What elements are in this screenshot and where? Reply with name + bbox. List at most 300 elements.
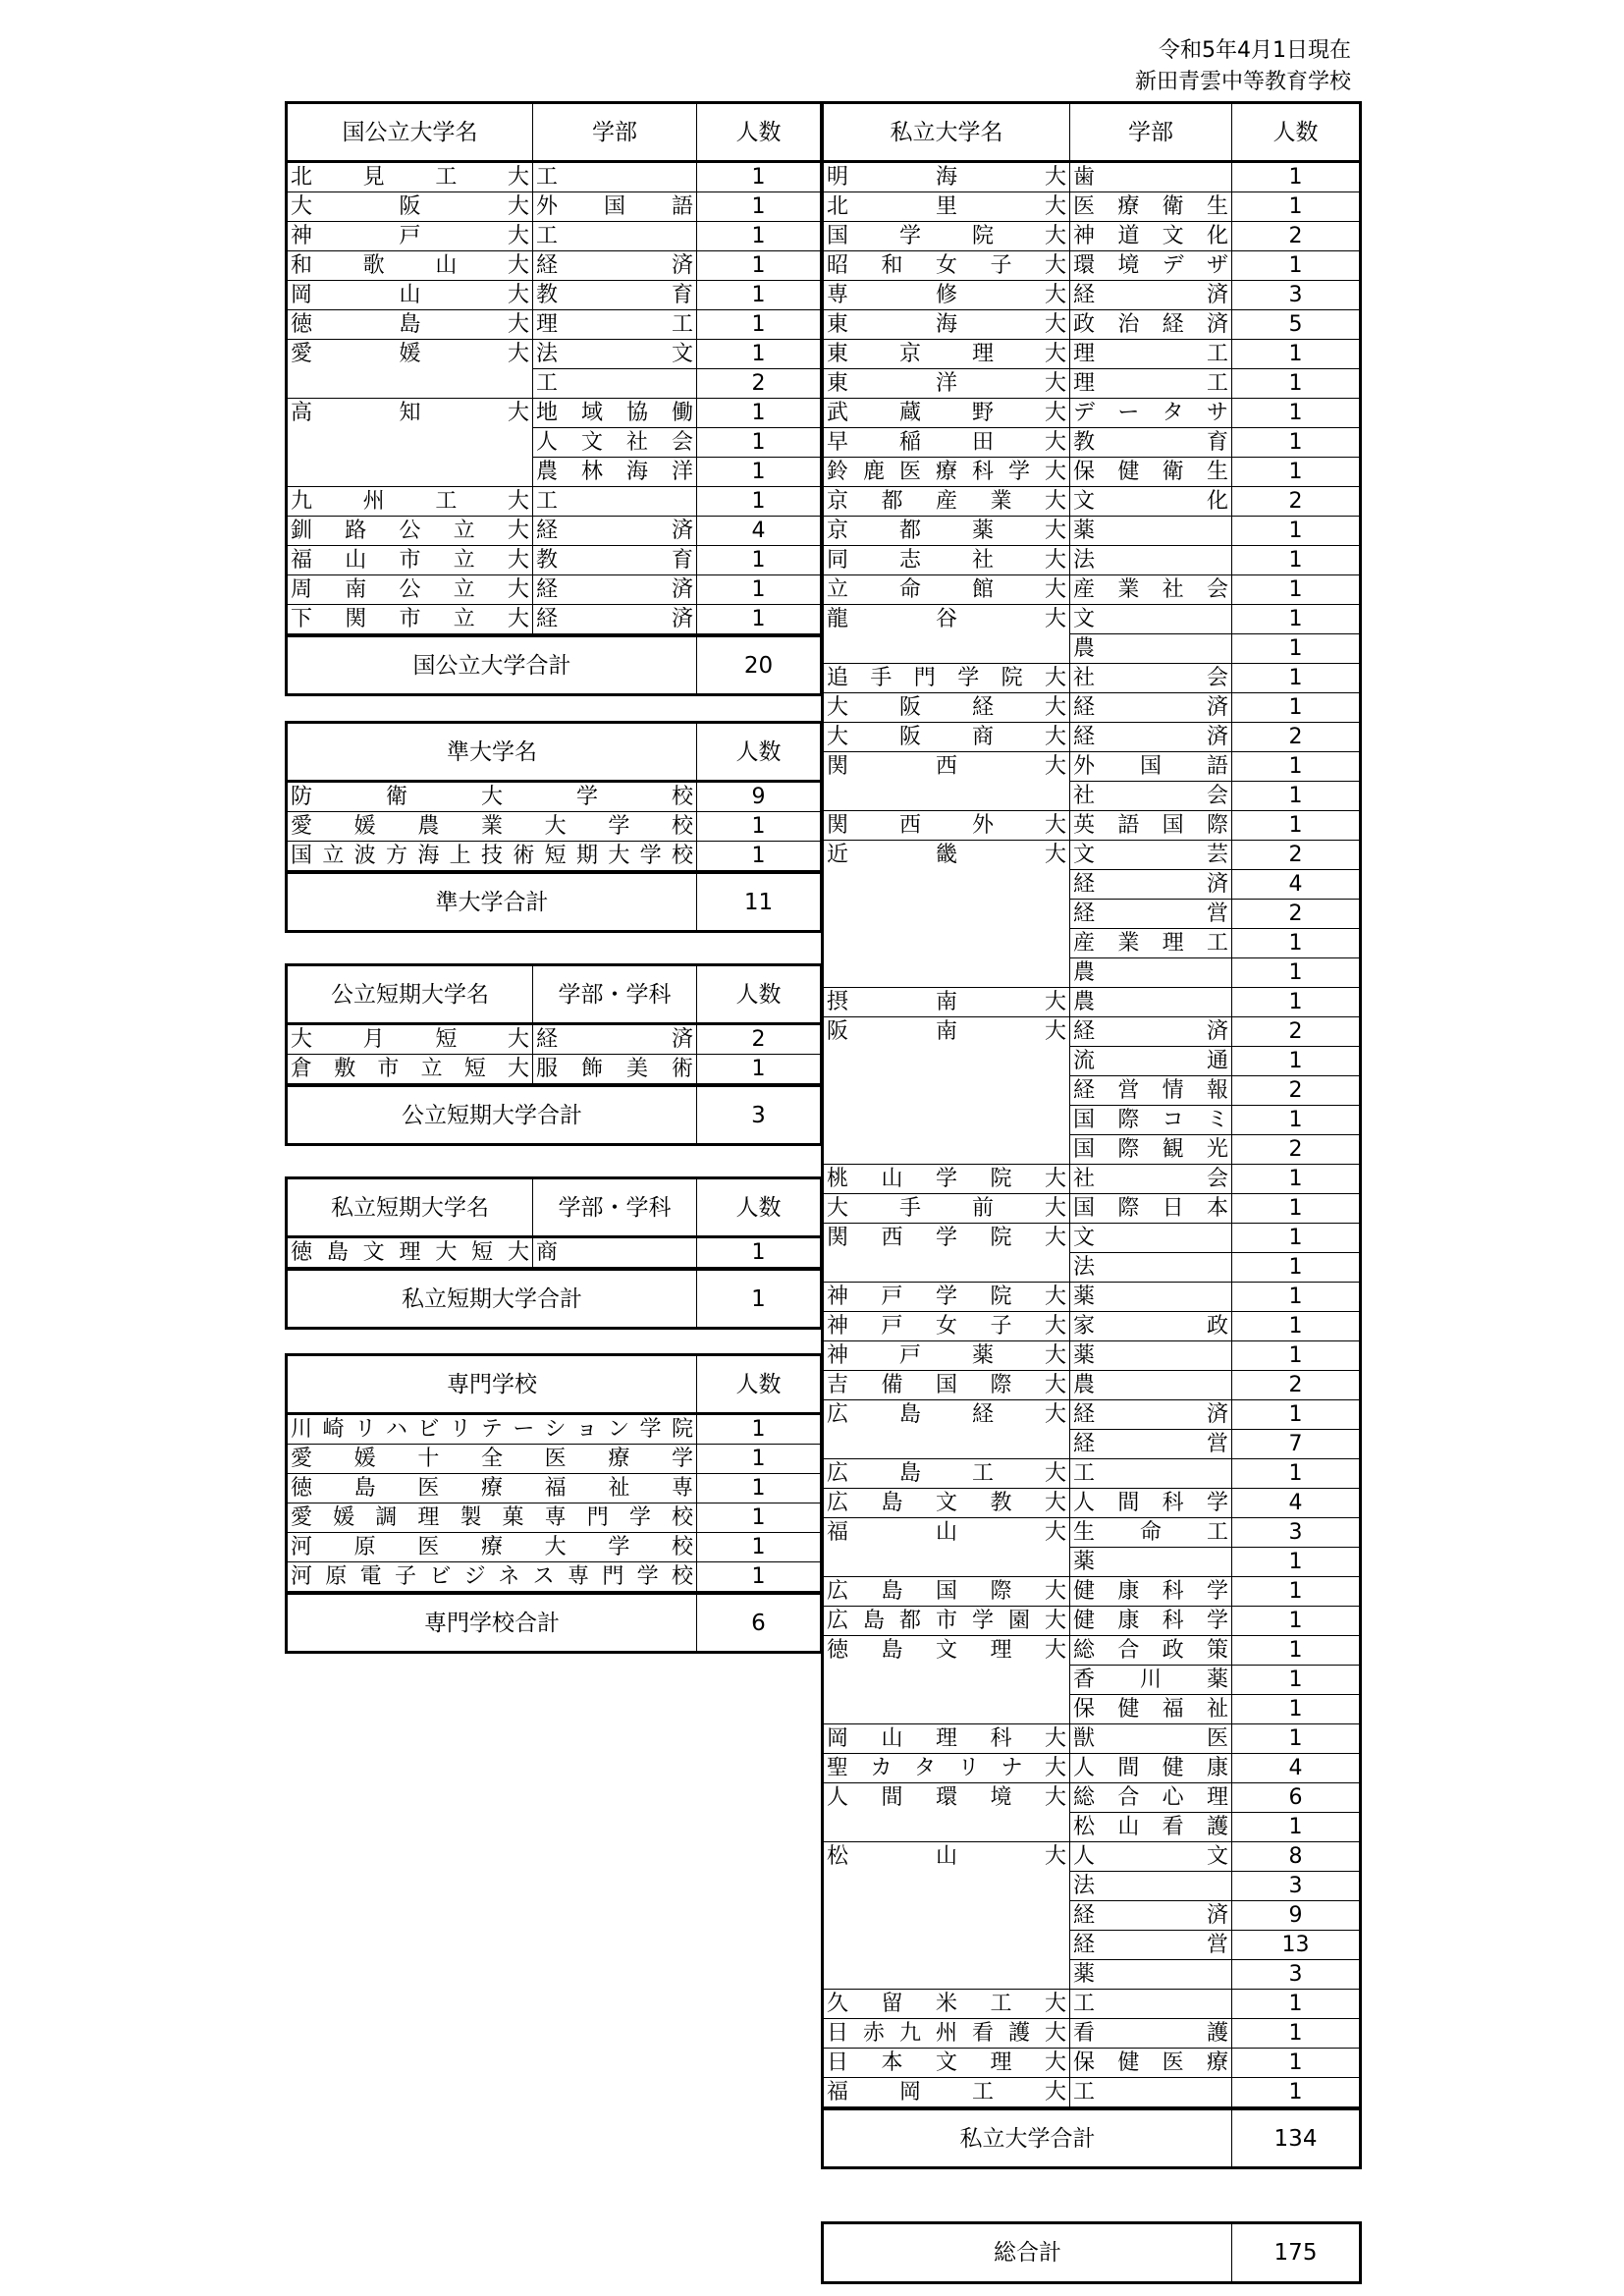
header-school: 新田青雲中等教育学校 <box>1134 70 1351 94</box>
count-cell: 8 <box>1231 1842 1359 1872</box>
count-cell: 1 <box>1231 1165 1359 1194</box>
school-name-cell: 河原電子ビジネス専門学校 <box>288 1562 696 1592</box>
count-cell: 9 <box>696 783 820 812</box>
count-cell: 2 <box>1231 723 1359 752</box>
faculty-cell: 社会 <box>1069 782 1231 811</box>
count-cell: 1 <box>1231 1106 1359 1135</box>
count-cell: 1 <box>1231 1636 1359 1666</box>
count-cell: 5 <box>1231 310 1359 340</box>
table-row <box>824 1017 1359 1047</box>
count-cell: 1 <box>1231 1813 1359 1842</box>
faculty-cell: 国際日本 <box>1069 1194 1231 1224</box>
faculty-cell: 健康科学 <box>1069 1607 1231 1636</box>
count-cell: 13 <box>1231 1931 1359 1960</box>
school-name-cell <box>824 1430 1069 1459</box>
table-row <box>824 664 1359 693</box>
school-name-cell: 北里大 <box>824 192 1069 222</box>
count-cell: 1 <box>696 458 820 487</box>
table-row <box>824 929 1359 958</box>
faculty-cell: 工 <box>1069 2078 1231 2107</box>
school-name-cell: 福岡工大 <box>824 2078 1069 2107</box>
school-name-cell: 徳島大 <box>288 310 532 340</box>
table-row <box>824 1371 1359 1400</box>
table-row <box>824 811 1359 841</box>
count-cell: 1 <box>1231 428 1359 458</box>
faculty-cell: 社会 <box>1069 664 1231 693</box>
total-count: 134 <box>1231 2110 1359 2166</box>
count-cell: 3 <box>1231 1872 1359 1901</box>
quasi-university-table <box>285 721 823 933</box>
count-cell: 1 <box>1231 1990 1359 2019</box>
faculty-cell: 獣医 <box>1069 1724 1231 1754</box>
count-cell: 1 <box>1231 340 1359 369</box>
table-row <box>824 1253 1359 1283</box>
faculty-cell: 経済 <box>532 251 696 281</box>
header-date: 令和5年4月1日現在 <box>1159 38 1351 63</box>
school-name-cell: 周南公立大 <box>288 575 532 605</box>
faculty-cell: 健康科学 <box>1069 1577 1231 1607</box>
table-row <box>824 1636 1359 1666</box>
school-name-cell: 吉備国際大 <box>824 1371 1069 1400</box>
table-row <box>824 458 1359 487</box>
column-header: 人数 <box>696 724 820 780</box>
school-name-cell: 倉敷市立短大 <box>288 1055 532 1084</box>
count-cell: 1 <box>696 251 820 281</box>
faculty-cell: 経済 <box>532 605 696 634</box>
school-name-cell: 愛媛調理製菓専門学校 <box>288 1503 696 1533</box>
table-row <box>288 192 820 222</box>
count-cell: 2 <box>1231 222 1359 251</box>
table-row <box>288 812 820 842</box>
school-name-cell: 摂南大 <box>824 988 1069 1017</box>
column-header: 人数 <box>696 966 820 1022</box>
table-row <box>824 222 1359 251</box>
count-cell: 1 <box>696 428 820 458</box>
private-junior-college-table <box>285 1176 823 1330</box>
school-name-cell: 京都薬大 <box>824 517 1069 546</box>
school-name-cell: 追手門学院大 <box>824 664 1069 693</box>
table-header <box>288 724 820 783</box>
table-row <box>824 1695 1359 1724</box>
faculty-cell: 服飾美術 <box>532 1055 696 1084</box>
table-row <box>824 1666 1359 1695</box>
school-name-cell: 立命館大 <box>824 575 1069 605</box>
grand-total-row <box>824 2224 1359 2281</box>
school-name-cell: 東海大 <box>824 310 1069 340</box>
count-cell: 1 <box>1231 1724 1359 1754</box>
table-row <box>288 163 820 192</box>
school-name-cell <box>824 634 1069 664</box>
total-label: 私立大学合計 <box>959 2125 1096 2152</box>
faculty-cell: 工 <box>1069 1459 1231 1489</box>
count-cell: 1 <box>1231 811 1359 841</box>
count-cell: 1 <box>1231 1666 1359 1695</box>
count-cell: 1 <box>1231 1695 1359 1724</box>
faculty-cell: 経営情報 <box>1069 1076 1231 1106</box>
count-cell: 2 <box>1231 1371 1359 1400</box>
column-header: 私立大学名 <box>890 119 1003 145</box>
column-header: 人数 <box>696 1356 820 1412</box>
school-name-cell: 徳島文理大 <box>827 1638 1066 1663</box>
table-row <box>824 1312 1359 1341</box>
school-name-cell: 明海大 <box>824 163 1069 192</box>
count-cell: 1 <box>1231 575 1359 605</box>
faculty-cell: 総合政策 <box>1069 1636 1231 1666</box>
count-cell: 1 <box>1231 782 1359 811</box>
table-row <box>824 575 1359 605</box>
count-cell: 1 <box>1231 1548 1359 1577</box>
table-row <box>824 693 1359 723</box>
school-name-cell: 岡山大 <box>288 281 532 310</box>
grand-total-label: 総合計 <box>994 2240 1061 2266</box>
total-count: 6 <box>696 1595 820 1651</box>
faculty-cell: データサ <box>1069 399 1231 428</box>
faculty-cell: 理工 <box>532 310 696 340</box>
school-name-cell <box>824 1901 1069 1931</box>
count-cell: 3 <box>1231 281 1359 310</box>
school-name-cell: 京都産業大 <box>824 487 1069 517</box>
faculty-cell: 法 <box>1069 1872 1231 1901</box>
faculty-cell: 香川薬 <box>1069 1666 1231 1695</box>
faculty-cell: 産業社会 <box>1069 575 1231 605</box>
school-name-cell: 愛媛農業大学校 <box>288 812 696 842</box>
faculty-cell: 工 <box>532 222 696 251</box>
table-row <box>824 1724 1359 1754</box>
school-name-cell: 北見工大 <box>288 163 532 192</box>
faculty-cell: 経済 <box>1069 723 1231 752</box>
table-row <box>824 1990 1359 2019</box>
table-row <box>824 192 1359 222</box>
column-header: 学部 <box>1069 104 1231 160</box>
faculty-cell: 工 <box>532 369 696 399</box>
count-cell: 2 <box>696 1025 820 1055</box>
school-name-cell <box>824 1106 1069 1135</box>
faculty-cell: 商 <box>532 1238 696 1268</box>
table-header <box>288 966 820 1025</box>
faculty-cell: 農 <box>1069 1371 1231 1400</box>
school-name-cell: 早稲田大 <box>824 428 1069 458</box>
school-name-cell: 川崎リハビリテーション学院 <box>288 1415 696 1445</box>
school-name-cell <box>824 782 1069 811</box>
column-header: 人数 <box>696 104 820 160</box>
count-cell: 4 <box>1231 1754 1359 1783</box>
faculty-cell: 工 <box>1069 1990 1231 2019</box>
table-row <box>288 575 820 605</box>
faculty-cell: 地域協働 <box>532 399 696 428</box>
school-name-cell <box>288 369 532 399</box>
total-label: 専門学校合計 <box>424 1610 560 1636</box>
table-row <box>824 1872 1359 1901</box>
school-name-cell <box>824 1666 1069 1695</box>
table-row <box>824 1960 1359 1990</box>
table-header <box>288 1179 820 1238</box>
table-row <box>824 1607 1359 1636</box>
table-header <box>288 104 820 163</box>
faculty-cell: 生命工 <box>1069 1518 1231 1548</box>
school-name-cell: 日本文理大 <box>824 2049 1069 2078</box>
grand-total-table <box>821 2221 1362 2284</box>
school-name-cell: 九州工大 <box>288 487 532 517</box>
private-university-table <box>821 101 1362 2169</box>
faculty-cell: 教育 <box>532 546 696 575</box>
school-name-cell: 下関市立大 <box>288 605 532 634</box>
school-name-cell <box>824 870 1069 900</box>
total-row <box>288 634 820 693</box>
table-row <box>824 958 1359 988</box>
school-name-cell: 広島都市学園大 <box>824 1607 1069 1636</box>
count-cell: 1 <box>1231 605 1359 634</box>
faculty-cell: 農 <box>1069 958 1231 988</box>
table-row <box>824 546 1359 575</box>
school-name-cell: 人間環境大 <box>827 1785 1066 1810</box>
school-name-cell: 岡山理科大 <box>824 1724 1069 1754</box>
school-name-cell: 徳島医療福祉専 <box>288 1474 696 1503</box>
column-header: 人数 <box>1231 104 1359 160</box>
school-name-cell: 大月短大 <box>288 1025 532 1055</box>
table-row <box>824 251 1359 281</box>
table-row <box>824 340 1359 369</box>
total-count: 20 <box>696 637 820 693</box>
table-row <box>824 310 1359 340</box>
faculty-cell: 松山看護 <box>1069 1813 1231 1842</box>
table-row <box>824 1400 1359 1430</box>
count-cell: 1 <box>1231 399 1359 428</box>
faculty-cell: 医療衛生 <box>1069 192 1231 222</box>
table-row <box>288 487 820 517</box>
faculty-cell: 経済 <box>1069 1400 1231 1430</box>
total-row <box>288 1268 820 1327</box>
count-cell: 7 <box>1231 1430 1359 1459</box>
table-row <box>824 1283 1359 1312</box>
count-cell: 6 <box>1231 1783 1359 1813</box>
count-cell: 1 <box>1231 546 1359 575</box>
school-name-cell <box>824 1872 1069 1901</box>
count-cell: 1 <box>696 1445 820 1474</box>
total-row <box>288 871 820 930</box>
faculty-cell: 経営 <box>1069 900 1231 929</box>
count-cell: 1 <box>696 842 820 871</box>
faculty-cell: 理工 <box>1069 369 1231 399</box>
faculty-cell: 国際観光 <box>1069 1135 1231 1165</box>
count-cell: 1 <box>1231 192 1359 222</box>
table-row <box>824 487 1359 517</box>
school-name-cell: 広島経大 <box>827 1402 1066 1427</box>
count-cell: 1 <box>696 1415 820 1445</box>
faculty-cell: 工 <box>532 163 696 192</box>
school-name-cell: 龍谷大 <box>827 607 1066 631</box>
school-name-cell <box>824 1813 1069 1842</box>
count-cell: 4 <box>696 517 820 546</box>
count-cell: 2 <box>1231 1017 1359 1047</box>
table-row <box>824 605 1359 634</box>
faculty-cell: 教育 <box>532 281 696 310</box>
table-row <box>824 1194 1359 1224</box>
school-name-cell: 神戸学院大 <box>824 1283 1069 1312</box>
table-header <box>824 104 1359 163</box>
table-row <box>824 1135 1359 1165</box>
count-cell: 1 <box>1231 2019 1359 2049</box>
table-row <box>288 458 820 487</box>
table-row <box>824 1459 1359 1489</box>
faculty-cell: 保健医療 <box>1069 2049 1231 2078</box>
table-row <box>288 251 820 281</box>
column-header: 準大学名 <box>447 738 537 765</box>
school-name-cell: 神戸薬大 <box>824 1341 1069 1371</box>
count-cell: 3 <box>1231 1518 1359 1548</box>
table-row <box>288 1238 820 1268</box>
school-name-cell <box>824 1076 1069 1106</box>
count-cell: 1 <box>696 812 820 842</box>
total-count: 11 <box>696 874 820 930</box>
school-name-cell: 神戸大 <box>288 222 532 251</box>
table-row <box>824 1341 1359 1371</box>
faculty-cell: 人文社会 <box>532 428 696 458</box>
total-label: 国公立大学合計 <box>412 652 571 679</box>
school-name-cell <box>288 428 532 458</box>
count-cell: 1 <box>1231 1224 1359 1253</box>
faculty-cell: 文化 <box>1069 487 1231 517</box>
faculty-cell: 経済 <box>1069 693 1231 723</box>
column-header: 学部・学科 <box>532 1179 696 1235</box>
school-name-cell: 和歌山大 <box>288 251 532 281</box>
table-row <box>824 1577 1359 1607</box>
school-name-cell: 鈴鹿医療科学大 <box>824 458 1069 487</box>
count-cell: 1 <box>1231 1194 1359 1224</box>
table-row <box>824 1931 1359 1960</box>
school-name-cell: 阪南大 <box>827 1019 1066 1044</box>
count-cell: 1 <box>696 1562 820 1592</box>
faculty-cell: 保健福祉 <box>1069 1695 1231 1724</box>
faculty-cell: 文 <box>1069 1224 1231 1253</box>
school-name-cell: 広島文教大 <box>824 1489 1069 1518</box>
faculty-cell: 歯 <box>1069 163 1231 192</box>
school-name-cell: 釧路公立大 <box>288 517 532 546</box>
faculty-cell: 経済 <box>532 1025 696 1055</box>
school-name-cell: 国立波方海上技術短期大学校 <box>288 842 696 871</box>
faculty-cell: 政治経済 <box>1069 310 1231 340</box>
count-cell: 1 <box>1231 1459 1359 1489</box>
table-row <box>824 1548 1359 1577</box>
faculty-cell: 薬 <box>1069 517 1231 546</box>
count-cell: 1 <box>696 192 820 222</box>
school-name-cell: 武蔵野大 <box>824 399 1069 428</box>
count-cell: 2 <box>1231 841 1359 870</box>
faculty-cell: 外国語 <box>532 192 696 222</box>
count-cell: 1 <box>696 605 820 634</box>
table-row <box>288 842 820 871</box>
school-name-cell: 聖カタリナ大 <box>824 1754 1069 1783</box>
table-row <box>824 1489 1359 1518</box>
faculty-cell: 薬 <box>1069 1548 1231 1577</box>
school-name-cell <box>288 458 532 487</box>
table-row <box>824 1047 1359 1076</box>
table-row <box>824 723 1359 752</box>
table-row <box>288 399 820 428</box>
faculty-cell: 文芸 <box>1069 841 1231 870</box>
count-cell: 1 <box>1231 2049 1359 2078</box>
total-count: 3 <box>696 1087 820 1143</box>
faculty-cell: 経済 <box>532 517 696 546</box>
faculty-cell: 経営 <box>1069 1931 1231 1960</box>
column-header: 国公立大学名 <box>342 119 478 145</box>
count-cell: 1 <box>1231 163 1359 192</box>
column-header: 専門学校 <box>447 1371 537 1397</box>
column-header: 私立短期大学名 <box>331 1194 489 1221</box>
count-cell: 1 <box>696 487 820 517</box>
table-row <box>824 1165 1359 1194</box>
faculty-cell: 人文 <box>1069 1842 1231 1872</box>
count-cell: 1 <box>696 575 820 605</box>
school-name-cell: 東京理大 <box>824 340 1069 369</box>
count-cell: 1 <box>1231 1577 1359 1607</box>
faculty-cell: 法 <box>1069 546 1231 575</box>
table-row <box>824 1224 1359 1253</box>
vocational-school-table <box>285 1353 823 1654</box>
table-row <box>824 1813 1359 1842</box>
count-cell: 4 <box>1231 1489 1359 1518</box>
count-cell: 1 <box>696 281 820 310</box>
faculty-cell: 理工 <box>1069 340 1231 369</box>
school-name-cell: 大阪経大 <box>824 693 1069 723</box>
grand-total-count: 175 <box>1231 2224 1359 2281</box>
faculty-cell: 流通 <box>1069 1047 1231 1076</box>
table-row <box>824 2019 1359 2049</box>
count-cell: 1 <box>1231 1283 1359 1312</box>
count-cell: 2 <box>1231 900 1359 929</box>
count-cell: 2 <box>1231 1076 1359 1106</box>
table-row <box>288 605 820 634</box>
table-row <box>824 399 1359 428</box>
count-cell: 1 <box>696 1055 820 1084</box>
count-cell: 1 <box>696 163 820 192</box>
school-name-cell: 防衛大学校 <box>288 783 696 812</box>
school-name-cell: 大阪商大 <box>824 723 1069 752</box>
table-row <box>824 517 1359 546</box>
faculty-cell: 経済 <box>1069 1901 1231 1931</box>
faculty-cell: 法文 <box>532 340 696 369</box>
faculty-cell: 神道文化 <box>1069 222 1231 251</box>
count-cell: 9 <box>1231 1901 1359 1931</box>
table-row <box>824 2049 1359 2078</box>
school-name-cell: 徳島文理大短大 <box>288 1238 532 1268</box>
count-cell: 1 <box>696 1533 820 1562</box>
school-name-cell: 専修大 <box>824 281 1069 310</box>
table-row <box>824 841 1359 870</box>
national-university-table <box>285 101 823 696</box>
school-name-cell: 関西学院大 <box>827 1226 1066 1250</box>
count-cell: 1 <box>696 1474 820 1503</box>
table-row <box>288 310 820 340</box>
total-row <box>824 2107 1359 2166</box>
faculty-cell: 法 <box>1069 1253 1231 1283</box>
table-row <box>288 340 820 369</box>
table-row <box>288 1533 820 1562</box>
count-cell: 1 <box>1231 929 1359 958</box>
faculty-cell: 経済 <box>532 575 696 605</box>
school-name-cell <box>824 1695 1069 1724</box>
column-header: 学部 <box>532 104 696 160</box>
count-cell: 1 <box>1231 1341 1359 1371</box>
count-cell: 1 <box>1231 2078 1359 2107</box>
table-row <box>288 428 820 458</box>
school-name-cell <box>824 1960 1069 1990</box>
faculty-cell: 看護 <box>1069 2019 1231 2049</box>
school-name-cell <box>824 1548 1069 1577</box>
table-row <box>288 222 820 251</box>
faculty-cell: 人間健康 <box>1069 1754 1231 1783</box>
table-row <box>824 2078 1359 2107</box>
school-name-cell <box>824 929 1069 958</box>
